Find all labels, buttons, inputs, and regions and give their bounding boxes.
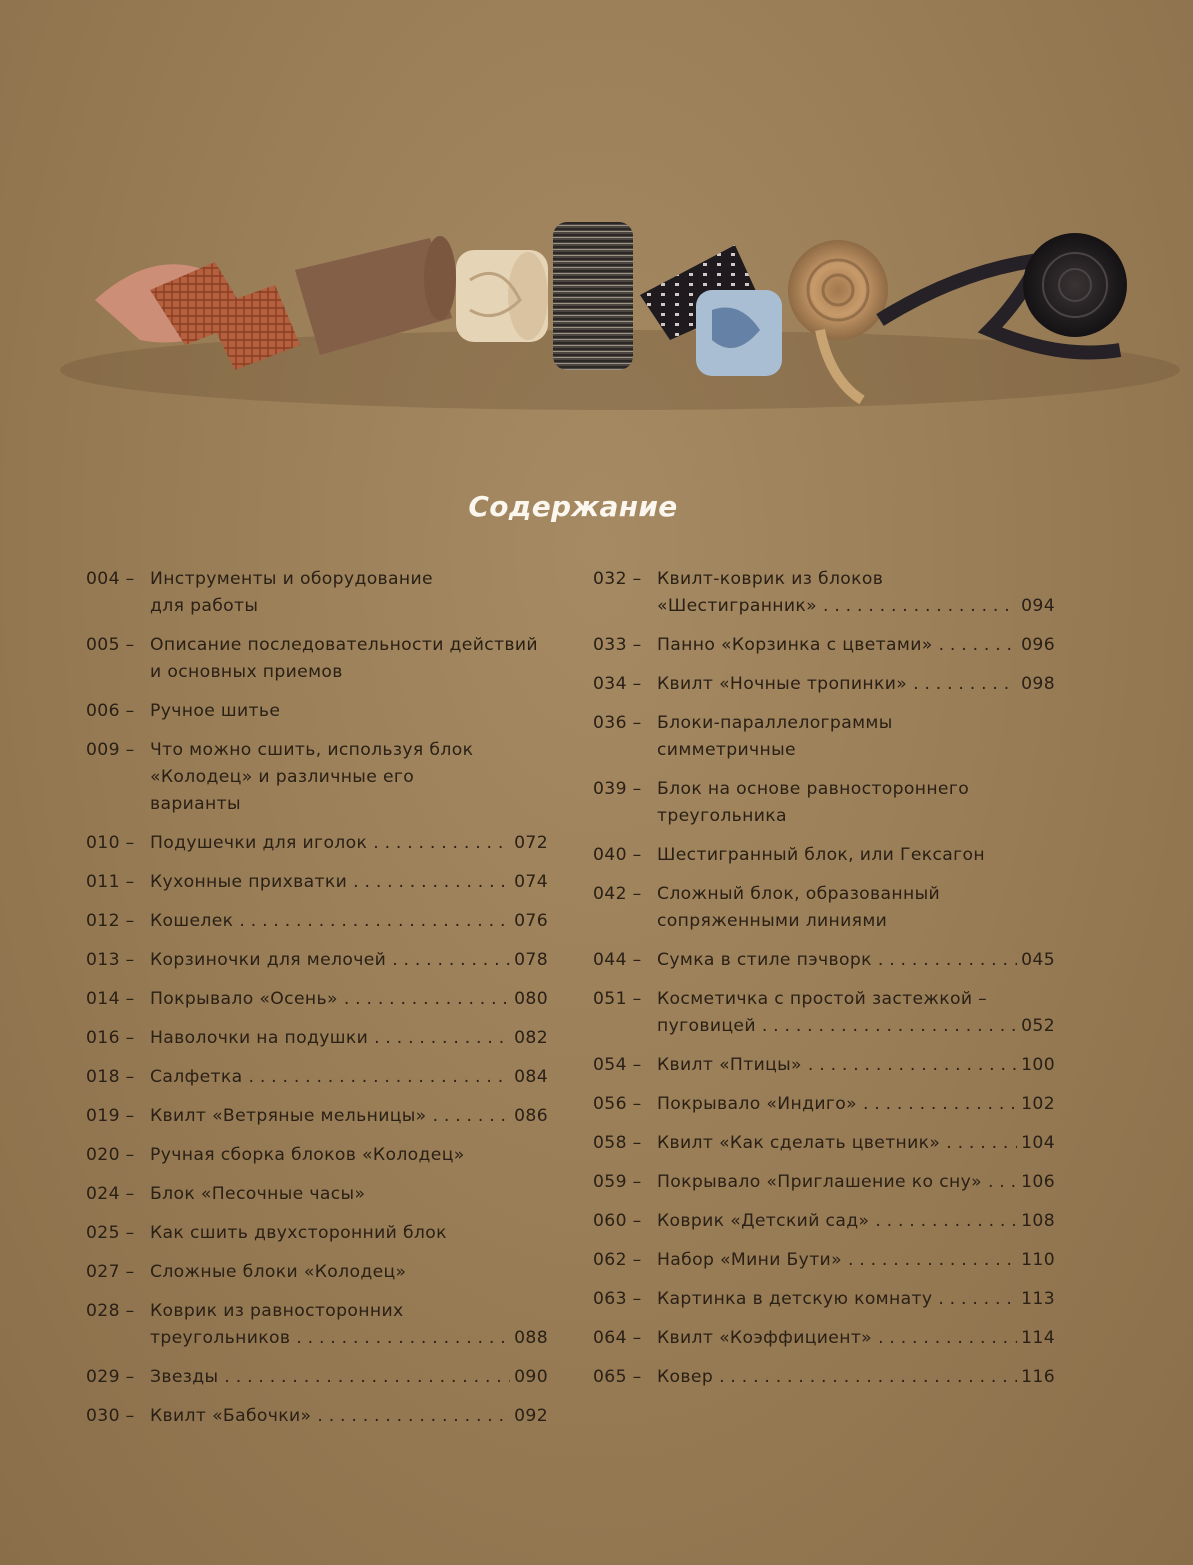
toc-entry[interactable] xyxy=(86,947,548,974)
toc-entry-title: Описание последовательности действий xyxy=(150,635,538,655)
dot-leader xyxy=(392,947,510,974)
toc-entry[interactable] xyxy=(86,1025,548,1052)
toc-entry-title: треугольников xyxy=(150,1328,291,1348)
toc-entry-number: 059 – xyxy=(593,1172,642,1192)
toc-entry-title: «Колодец» и различные его xyxy=(150,767,415,787)
toc-entry-page: 080 xyxy=(514,989,548,1009)
toc-entry-number: 065 – xyxy=(593,1367,642,1387)
toc-entry-number: 030 – xyxy=(86,1406,135,1426)
dot-leader xyxy=(946,1130,1017,1157)
toc-entry-title: Покрывало «Индиго» xyxy=(657,1094,857,1114)
toc-entry-number: 024 – xyxy=(86,1184,135,1204)
toc-entry-page: 114 xyxy=(1021,1328,1055,1348)
toc-entry-number: 013 – xyxy=(86,950,135,970)
toc-entry[interactable] xyxy=(593,986,1055,1040)
dot-leader xyxy=(296,1325,510,1352)
toc-entry-title: Блок на основе равностороннего xyxy=(657,779,970,799)
toc-entry[interactable] xyxy=(86,1103,548,1130)
toc-entry-page: 052 xyxy=(1021,1016,1055,1036)
dot-leader xyxy=(249,1064,511,1091)
toc-entry-number: 011 – xyxy=(86,872,135,892)
toc-entry[interactable] xyxy=(593,1052,1055,1079)
toc-entry-number: 056 – xyxy=(593,1094,642,1114)
toc-entry-title: Сложный блок, образованный xyxy=(657,884,941,904)
toc-entry-page: 092 xyxy=(514,1406,548,1426)
toc-entry-page: 088 xyxy=(514,1328,548,1348)
toc-entry[interactable] xyxy=(593,1130,1055,1157)
toc-entry-page: 110 xyxy=(1021,1250,1055,1270)
toc-entry-title: Кошелек xyxy=(150,911,234,931)
toc-entry-title: для работы xyxy=(150,596,259,616)
dot-leader xyxy=(433,1103,511,1130)
toc-entry-title: Косметичка с простой застежкой – xyxy=(657,989,988,1009)
toc-entry-title: симметричные xyxy=(657,740,796,760)
toc-entry[interactable] xyxy=(593,1364,1055,1391)
toc-entry[interactable] xyxy=(593,566,1055,620)
toc-entry[interactable] xyxy=(86,986,548,1013)
dot-leader xyxy=(374,1025,510,1052)
toc-entry-number: 020 – xyxy=(86,1145,135,1165)
toc-entry-number: 010 – xyxy=(86,833,135,853)
toc-right-column xyxy=(593,566,1055,1403)
toc-entry-title: Звезды xyxy=(150,1367,219,1387)
toc-entry[interactable] xyxy=(593,1247,1055,1274)
toc-entry-number: 027 – xyxy=(86,1262,135,1282)
toc-entry-title: Подушечки для иголок xyxy=(150,833,368,853)
toc-entry-title: Ручное шитье xyxy=(150,701,281,721)
toc-entry[interactable] xyxy=(593,1091,1055,1118)
toc-entry[interactable] xyxy=(593,710,1055,764)
dot-leader xyxy=(808,1052,1017,1079)
toc-entry-number: 012 – xyxy=(86,911,135,931)
toc-entry-number: 016 – xyxy=(86,1028,135,1048)
toc-entry[interactable] xyxy=(593,842,1055,869)
toc-entry-number: 025 – xyxy=(86,1223,135,1243)
toc-entry-number: 039 – xyxy=(593,779,642,799)
toc-entry-number: 033 – xyxy=(593,635,642,655)
toc-entry[interactable] xyxy=(86,1220,548,1247)
toc-entry[interactable] xyxy=(86,908,548,935)
toc-entry-title: Ручная сборка блоков «Колодец» xyxy=(150,1145,465,1165)
toc-entry-title: Шестигранный блок, или Гексагон xyxy=(657,845,985,865)
toc-entry[interactable] xyxy=(593,671,1055,698)
toc-entry[interactable] xyxy=(593,1208,1055,1235)
toc-entry-page: 094 xyxy=(1021,596,1055,616)
toc-entry-number: 034 – xyxy=(593,674,642,694)
toc-entry-title: Коврик из равносторонних xyxy=(150,1301,404,1321)
dot-leader xyxy=(344,986,510,1013)
dot-leader xyxy=(863,1091,1017,1118)
dot-leader xyxy=(239,908,510,935)
dot-leader xyxy=(373,830,510,857)
toc-entry-number: 006 – xyxy=(86,701,135,721)
toc-entry[interactable] xyxy=(86,830,548,857)
toc-entry[interactable] xyxy=(86,1181,548,1208)
toc-entry-page: 090 xyxy=(514,1367,548,1387)
toc-entry-title: Как сшить двухсторонний блок xyxy=(150,1223,447,1243)
dot-leader xyxy=(875,1208,1017,1235)
toc-entry-title: Картинка в детскую комнату xyxy=(657,1289,933,1309)
fabric-rolls-photo xyxy=(0,0,1193,480)
toc-entry-title: треугольника xyxy=(657,806,787,826)
toc-entry-title: Квилт-коврик из блоков xyxy=(657,569,884,589)
toc-entry[interactable] xyxy=(593,947,1055,974)
page-title: Содержание xyxy=(468,490,678,523)
toc-entry-number: 060 – xyxy=(593,1211,642,1231)
toc-entry[interactable] xyxy=(86,1259,548,1286)
toc-entry-number: 058 – xyxy=(593,1133,642,1153)
toc-entry-page: 086 xyxy=(514,1106,548,1126)
toc-entry[interactable] xyxy=(593,1286,1055,1313)
dot-leader xyxy=(878,1325,1017,1352)
dot-leader xyxy=(988,1169,1017,1196)
toc-entry-page: 074 xyxy=(514,872,548,892)
toc-entry[interactable] xyxy=(593,881,1055,935)
toc-entry-title: Панно «Корзинка с цветами» xyxy=(657,635,933,655)
toc-entry[interactable] xyxy=(86,737,548,818)
toc-entry-number: 062 – xyxy=(593,1250,642,1270)
toc-entry-page: 116 xyxy=(1021,1367,1055,1387)
toc-entry-page: 098 xyxy=(1021,674,1055,694)
toc-entry[interactable] xyxy=(86,1064,548,1091)
toc-entry-number: 014 – xyxy=(86,989,135,1009)
toc-entry[interactable] xyxy=(593,776,1055,830)
toc-entry-page: 082 xyxy=(514,1028,548,1048)
toc-entry-title: Сложные блоки «Колодец» xyxy=(150,1262,407,1282)
toc-entry[interactable] xyxy=(593,1169,1055,1196)
toc-entry-title: Наволочки на подушки xyxy=(150,1028,369,1048)
toc-entry-number: 005 – xyxy=(86,635,135,655)
toc-entry-title: «Шестигранник» xyxy=(657,596,818,616)
toc-entry-title: Инструменты и оборудование xyxy=(150,569,433,589)
toc-entry[interactable] xyxy=(86,1142,548,1169)
dot-leader xyxy=(762,1013,1017,1040)
toc-entry-number: 054 – xyxy=(593,1055,642,1075)
toc-entry-title: Покрывало «Приглашение ко сну» xyxy=(657,1172,982,1192)
toc-entry-number: 042 – xyxy=(593,884,642,904)
toc-entry-number: 040 – xyxy=(593,845,642,865)
toc-entry-title: Блок «Песочные часы» xyxy=(150,1184,366,1204)
toc-entry-title: Квилт «Коэффициент» xyxy=(657,1328,873,1348)
toc-entry-title: Блоки-параллелограммы xyxy=(657,713,893,733)
toc-entry-number: 032 – xyxy=(593,569,642,589)
toc-entry-number: 036 – xyxy=(593,713,642,733)
toc-entry-page: 078 xyxy=(514,950,548,970)
dot-leader xyxy=(224,1364,510,1391)
toc-entry[interactable] xyxy=(593,1325,1055,1352)
toc-entry-page: 076 xyxy=(514,911,548,931)
toc-entry-title: сопряженными линиями xyxy=(657,911,888,931)
toc-entry-page: 113 xyxy=(1021,1289,1055,1309)
toc-entry-page: 106 xyxy=(1021,1172,1055,1192)
toc-entry-title: Корзиночки для мелочей xyxy=(150,950,387,970)
toc-entry-page: 045 xyxy=(1021,950,1055,970)
toc-entry[interactable] xyxy=(86,1364,548,1391)
toc-left-column xyxy=(86,566,548,1442)
toc-entry-title: Сумка в стиле пэчворк xyxy=(657,950,872,970)
toc-entry[interactable] xyxy=(86,869,548,896)
toc-entry-number: 064 – xyxy=(593,1328,642,1348)
toc-entry-title: и основных приемов xyxy=(150,662,343,682)
dot-leader xyxy=(353,869,510,896)
toc-entry-number: 018 – xyxy=(86,1067,135,1087)
toc-entry-title: Квилт «Как сделать цветник» xyxy=(657,1133,941,1153)
toc-entry-number: 019 – xyxy=(86,1106,135,1126)
toc-entry-title: варианты xyxy=(150,794,241,814)
toc-entry-title: Что можно сшить, используя блок xyxy=(150,740,474,760)
toc-entry-number: 051 – xyxy=(593,989,642,1009)
toc-entry[interactable] xyxy=(593,632,1055,659)
toc-entry-title: Квилт «Бабочки» xyxy=(150,1406,312,1426)
toc-entry-title: Покрывало «Осень» xyxy=(150,989,338,1009)
toc-entry-title: Набор «Мини Бути» xyxy=(657,1250,842,1270)
toc-entry-title: Ковер xyxy=(657,1367,714,1387)
toc-entry[interactable] xyxy=(86,632,548,686)
toc-entry-title: пуговицей xyxy=(657,1016,756,1036)
toc-entry-page: 102 xyxy=(1021,1094,1055,1114)
toc-entry[interactable] xyxy=(86,1298,548,1352)
dot-leader xyxy=(913,671,1017,698)
toc-entry-number: 044 – xyxy=(593,950,642,970)
toc-entry-number: 004 – xyxy=(86,569,135,589)
toc-entry-page: 108 xyxy=(1021,1211,1055,1231)
toc-entry-title: Салфетка xyxy=(150,1067,243,1087)
toc-entry-title: Квилт «Ночные тропинки» xyxy=(657,674,908,694)
toc-entry-page: 072 xyxy=(514,833,548,853)
toc-entry-page: 100 xyxy=(1021,1055,1055,1075)
toc-entry-number: 028 – xyxy=(86,1301,135,1321)
dot-leader xyxy=(878,947,1017,974)
toc-entry-number: 063 – xyxy=(593,1289,642,1309)
toc-entry[interactable] xyxy=(86,566,548,620)
toc-entry-title: Кухонные прихватки xyxy=(150,872,348,892)
toc-entry-number: 009 – xyxy=(86,740,135,760)
dot-leader xyxy=(317,1403,510,1430)
dot-leader xyxy=(719,1364,1017,1391)
toc-entry-title: Квилт «Ветряные мельницы» xyxy=(150,1106,427,1126)
dot-leader xyxy=(823,593,1017,620)
toc-entry[interactable] xyxy=(86,698,548,725)
toc-entry-title: Коврик «Детский сад» xyxy=(657,1211,870,1231)
toc-entry-page: 084 xyxy=(514,1067,548,1087)
dot-leader xyxy=(939,632,1018,659)
toc-entry-number: 029 – xyxy=(86,1367,135,1387)
toc-entry-title: Квилт «Птицы» xyxy=(657,1055,802,1075)
dot-leader xyxy=(848,1247,1017,1274)
dot-leader xyxy=(938,1286,1017,1313)
toc-entry-page: 104 xyxy=(1021,1133,1055,1153)
toc-entry-page: 096 xyxy=(1021,635,1055,655)
toc-entry[interactable] xyxy=(86,1403,548,1430)
